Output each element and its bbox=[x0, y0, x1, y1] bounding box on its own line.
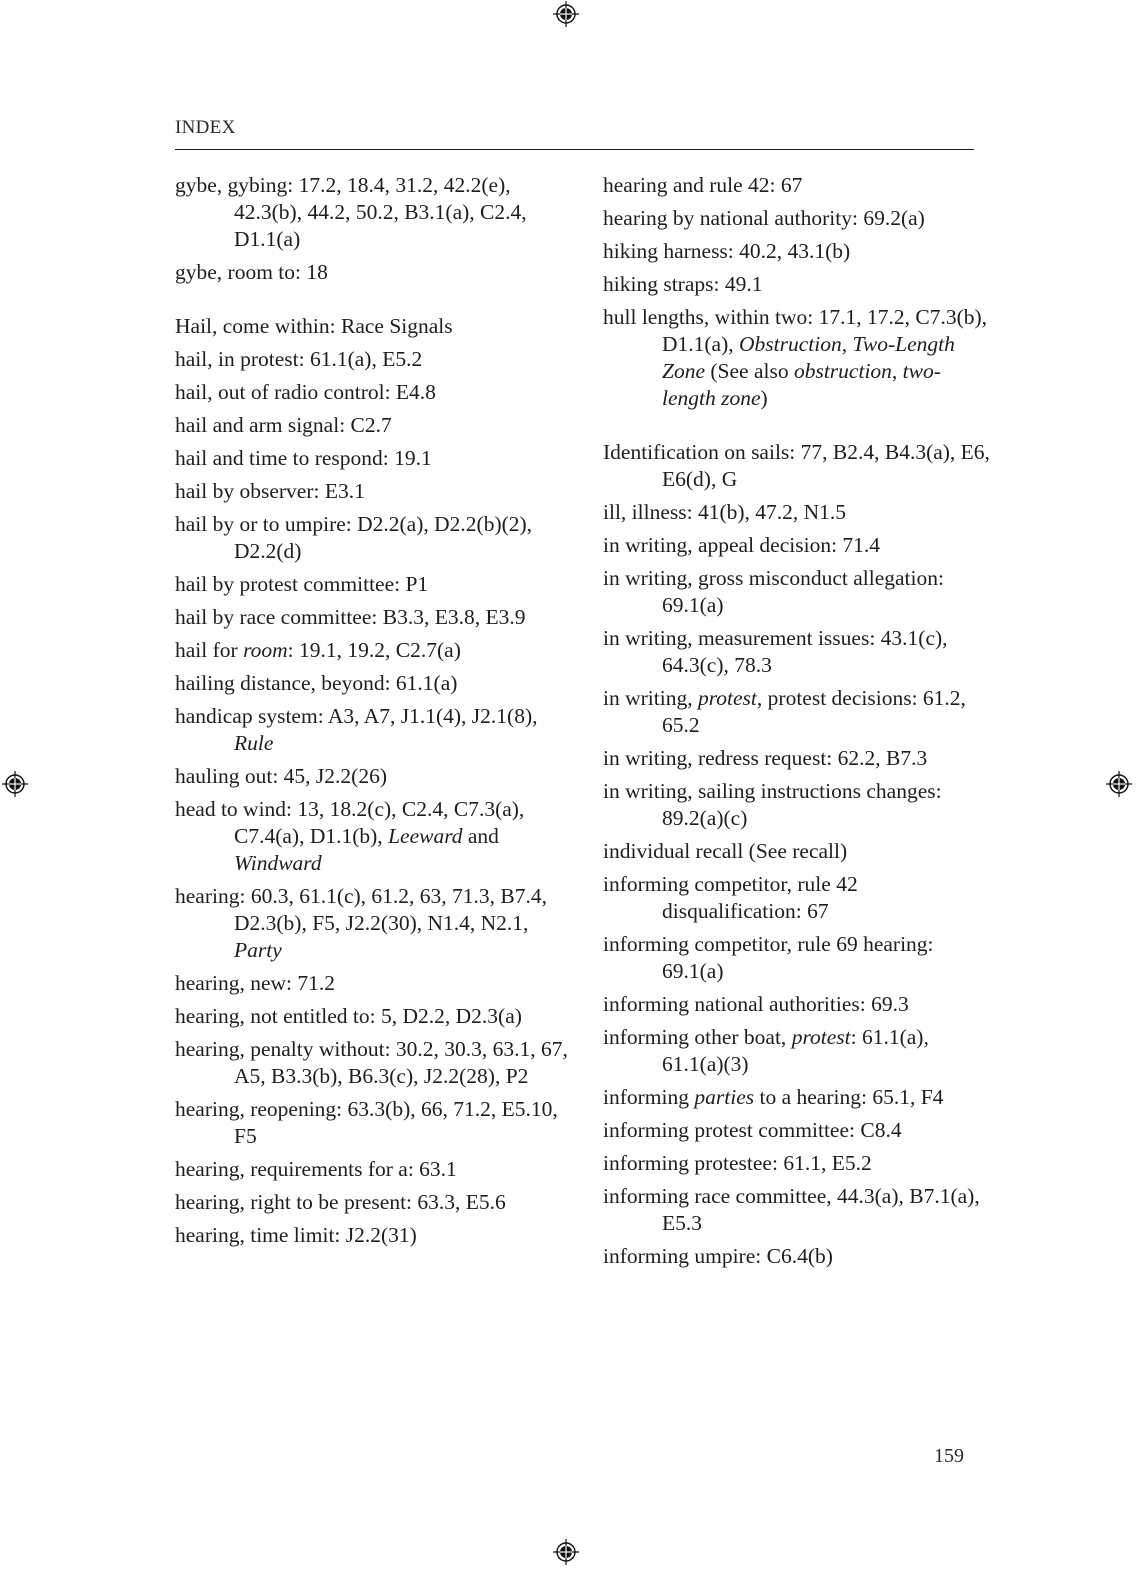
index-entry bbox=[603, 1183, 993, 1237]
index-text: in writing, bbox=[603, 686, 698, 710]
index-entry bbox=[175, 670, 575, 697]
index-text: informing protest committee: C8.4 bbox=[603, 1118, 902, 1142]
index-entry bbox=[603, 565, 993, 619]
index-text: gybe, room to: 18 bbox=[175, 260, 328, 284]
index-entry bbox=[175, 313, 575, 340]
index-entry bbox=[175, 1036, 575, 1090]
index-text: individual recall (See recall) bbox=[603, 839, 848, 863]
index-text: Identification on sails: 77, B2.4, B4.3(a), E6, E6(d), G bbox=[603, 440, 990, 491]
index-entry bbox=[603, 172, 993, 199]
index-entry bbox=[603, 1024, 993, 1078]
index-entry bbox=[603, 778, 993, 832]
index-entry bbox=[603, 439, 993, 493]
index-text: hearing, not entitled to: 5, D2.2, D2.3(a) bbox=[175, 1004, 522, 1028]
index-text: and bbox=[462, 824, 499, 848]
index-text: hail by protest committee: P1 bbox=[175, 572, 429, 596]
index-text: hail for bbox=[175, 638, 244, 662]
index-entry bbox=[175, 796, 575, 877]
index-entry bbox=[603, 745, 993, 772]
index-text: hiking straps: 49.1 bbox=[603, 272, 763, 296]
index-entry bbox=[603, 238, 993, 265]
index-text: hailing distance, beyond: 61.1(a) bbox=[175, 671, 458, 695]
index-entry bbox=[175, 571, 575, 598]
index-entry bbox=[175, 445, 575, 472]
index-text: gybe, gybing: 17.2, 18.4, 31.2, 42.2(e), 42.3(b), 44.2, 50.2, B3.1(a), C2.4, D1.1(a) bbox=[175, 173, 527, 251]
index-text: informing competitor, rule 69 hearing: 69.1(a) bbox=[603, 932, 934, 983]
index-text: in writing, appeal decision: 71.4 bbox=[603, 533, 881, 557]
index-term-italic: obstruction bbox=[793, 359, 892, 383]
index-term-italic: Two-Length Zone bbox=[662, 332, 955, 383]
index-text: hiking harness: 40.2, 43.1(b) bbox=[603, 239, 851, 263]
index-entry bbox=[603, 1243, 993, 1270]
index-entry bbox=[175, 1003, 575, 1030]
index-entry bbox=[175, 259, 575, 286]
index-entry bbox=[175, 511, 575, 565]
index-text: hail, out of radio control: E4.8 bbox=[175, 380, 436, 404]
index-column-right bbox=[603, 172, 993, 1276]
index-text: hail by observer: E3.1 bbox=[175, 479, 365, 503]
index-term-italic: Party bbox=[234, 938, 282, 962]
index-entry bbox=[175, 478, 575, 505]
index-text: , bbox=[841, 332, 853, 356]
index-text: ill, illness: 41(b), 47.2, N1.5 bbox=[603, 500, 847, 524]
registration-mark-icon bbox=[1, 770, 29, 798]
index-text: informing umpire: C6.4(b) bbox=[603, 1244, 833, 1268]
index-entry bbox=[603, 271, 993, 298]
index-entry bbox=[603, 625, 993, 679]
index-entry bbox=[175, 1096, 575, 1150]
index-text: hail and time to respond: 19.1 bbox=[175, 446, 432, 470]
index-text: Hail, come within: Race Signals bbox=[175, 314, 453, 338]
running-head: INDEX bbox=[175, 117, 236, 138]
registration-mark-icon bbox=[552, 1538, 580, 1566]
index-text: hauling out: 45, J2.2(26) bbox=[175, 764, 387, 788]
index-text: hearing, penalty without: 30.2, 30.3, 63.1, 67, A5, B3.3(b), B6.3(c), J2.2(28), P2 bbox=[175, 1037, 568, 1088]
index-text: informing protestee: 61.1, E5.2 bbox=[603, 1151, 872, 1175]
index-entry bbox=[603, 871, 993, 925]
index-entry bbox=[175, 346, 575, 373]
index-term-italic: protest bbox=[791, 1025, 851, 1049]
index-text: hail by race committee: B3.3, E3.8, E3.9 bbox=[175, 605, 526, 629]
registration-mark-icon bbox=[1105, 770, 1133, 798]
index-entry bbox=[603, 931, 993, 985]
index-entry bbox=[603, 991, 993, 1018]
index-entry bbox=[175, 412, 575, 439]
index-entry bbox=[175, 1189, 575, 1216]
index-text: informing national authorities: 69.3 bbox=[603, 992, 909, 1016]
index-text: hearing, reopening: 63.3(b), 66, 71.2, E5.10, F5 bbox=[175, 1097, 558, 1148]
index-text: in writing, sailing instructions changes: 89.2(a)(c) bbox=[603, 779, 942, 830]
index-text: hearing, right to be present: 63.3, E5.6 bbox=[175, 1190, 506, 1214]
index-entry bbox=[175, 1222, 575, 1249]
index-text: hearing by national authority: 69.2(a) bbox=[603, 206, 925, 230]
header-rule bbox=[175, 149, 974, 150]
index-text: informing bbox=[603, 1085, 695, 1109]
index-text: informing other boat, bbox=[603, 1025, 792, 1049]
index-entry bbox=[175, 1156, 575, 1183]
index-text: informing competitor, rule 42 disqualification: 67 bbox=[603, 872, 858, 923]
index-entry bbox=[175, 970, 575, 997]
index-term-italic: protest bbox=[697, 686, 757, 710]
index-entry bbox=[175, 379, 575, 406]
index-text: hail and arm signal: C2.7 bbox=[175, 413, 392, 437]
index-term-italic: two-length zone bbox=[662, 359, 941, 410]
index-term-italic: parties bbox=[694, 1085, 755, 1109]
index-text: hail by or to umpire: D2.2(a), D2.2(b)(2), D2.2(d) bbox=[175, 512, 533, 563]
index-text: in writing, measurement issues: 43.1(c), 64.3(c), 78.3 bbox=[603, 626, 948, 677]
index-entry bbox=[603, 685, 993, 739]
index-text: ) bbox=[760, 386, 768, 410]
index-entry bbox=[603, 838, 993, 865]
index-text: : 19.1, 19.2, C2.7(a) bbox=[287, 638, 461, 662]
index-entry bbox=[175, 604, 575, 631]
index-entry bbox=[603, 499, 993, 526]
index-term-italic: Windward bbox=[234, 851, 322, 875]
index-term-italic: Leeward bbox=[388, 824, 463, 848]
index-entry bbox=[603, 304, 993, 412]
index-text: , bbox=[891, 359, 903, 383]
index-text: hull lengths, within two: 17.1, 17.2, C7.3(b), D1.1(a), bbox=[603, 305, 988, 356]
index-column-left bbox=[175, 172, 575, 1255]
index-entry bbox=[175, 883, 575, 964]
index-term-italic: room bbox=[243, 638, 288, 662]
index-text: hearing and rule 42: 67 bbox=[603, 173, 803, 197]
index-text: handicap system: A3, A7, J1.1(4), J2.1(8), bbox=[175, 704, 538, 728]
index-text: hearing: 60.3, 61.1(c), 61.2, 63, 71.3, B7.4, D2.3(b), F5, J2.2(30), N1.4, N2.1, bbox=[175, 884, 548, 935]
index-entry bbox=[603, 205, 993, 232]
index-text: , protest decisions: 61.2, 65.2 bbox=[662, 686, 966, 737]
registration-mark-icon bbox=[552, 0, 580, 28]
index-text: in writing, gross misconduct allegation: 69.1(a) bbox=[603, 566, 944, 617]
index-entry bbox=[603, 1117, 993, 1144]
index-entry bbox=[175, 763, 575, 790]
index-text: head to wind: 13, 18.2(c), C2.4, C7.3(a), C7.4(a), D1.1(b), bbox=[175, 797, 525, 848]
index-entry bbox=[603, 1150, 993, 1177]
index-entry bbox=[175, 637, 575, 664]
index-text: hearing, requirements for a: 63.1 bbox=[175, 1157, 457, 1181]
index-text: in writing, redress request: 62.2, B7.3 bbox=[603, 746, 928, 770]
index-text: to a hearing: 65.1, F4 bbox=[754, 1085, 944, 1109]
index-text: informing race committee, 44.3(a), B7.1(a), E5.3 bbox=[603, 1184, 980, 1235]
index-entry bbox=[175, 172, 575, 253]
index-entry bbox=[603, 532, 993, 559]
page-number: 159 bbox=[934, 1445, 964, 1467]
index-text: hearing, time limit: J2.2(31) bbox=[175, 1223, 417, 1247]
index-text: hearing, new: 71.2 bbox=[175, 971, 336, 995]
index-term-italic: Rule bbox=[234, 731, 274, 755]
index-text: : 61.1(a), 61.1(a)(3) bbox=[662, 1025, 929, 1076]
index-term-italic: Obstruction bbox=[739, 332, 842, 356]
index-entry bbox=[175, 703, 575, 757]
index-entry bbox=[603, 1084, 993, 1111]
index-text: hail, in protest: 61.1(a), E5.2 bbox=[175, 347, 423, 371]
index-text: (See also bbox=[705, 359, 794, 383]
